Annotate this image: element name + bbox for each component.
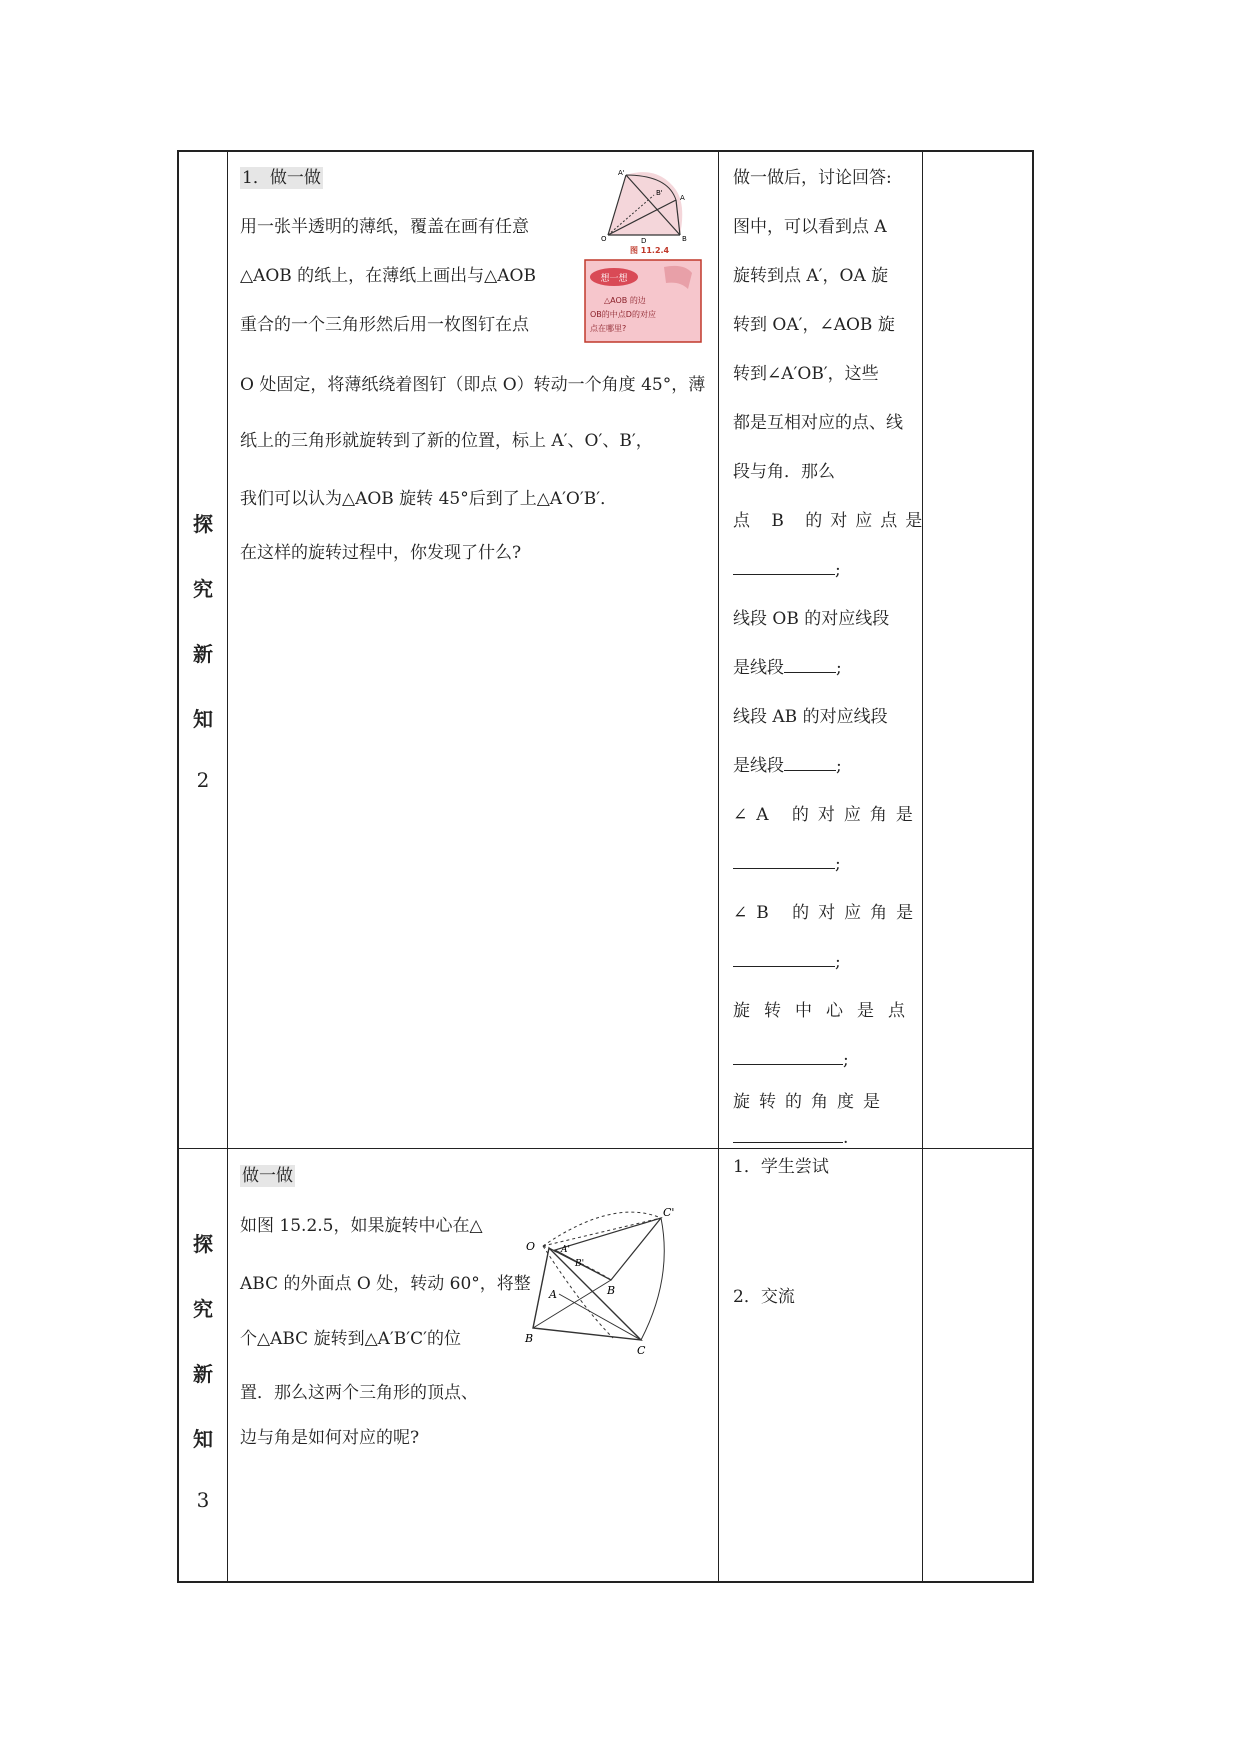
figure-label: C' (663, 1208, 675, 1219)
sticker-line: 点在哪里? (590, 324, 627, 333)
answer-blank[interactable] (733, 952, 835, 967)
activity-text-line: 在这样的旋转过程中，你发现了什么? (240, 543, 522, 563)
figure-label: D (641, 237, 647, 245)
student-text-line: 都是互相对应的点、线 (733, 413, 903, 433)
activity-text-line: O 处固定，将薄纸绕着图钉（即点 O）转动一个角度 45°，薄 (240, 375, 706, 395)
blank-punct: ; (843, 1050, 849, 1070)
activity-text-line: 置．那么这两个三角形的顶点、 (240, 1383, 478, 1403)
activity-text-line: 用一张半透明的薄纸，覆盖在画有任意 (240, 217, 529, 237)
answer-blank[interactable] (733, 1128, 843, 1143)
student-text-line: 做一做后，讨论回答: (733, 168, 892, 188)
activity-heading: 做一做 (242, 1166, 293, 1186)
lesson-table (177, 150, 1034, 1583)
think-sticker (584, 259, 702, 343)
activity-text-line: 我们可以认为△AOB 旋转 45°后到了上△A′O′B′． (240, 489, 618, 509)
activity-text-line: 边与角是如何对应的呢? (240, 1428, 420, 1448)
blank-punct: ; (835, 854, 841, 874)
answer-blank-line (733, 854, 841, 874)
row-label-char: 3 (196, 1488, 210, 1512)
row-label-2 (179, 1228, 227, 1553)
row-label-char: 探 (193, 512, 213, 536)
answer-blank-line (733, 1050, 849, 1070)
row-label-1 (179, 508, 227, 833)
activity-text-line: 纸上的三角形就旋转到了新的位置，标上 A′、O′、B′， (240, 431, 653, 451)
figure-label: A (680, 194, 685, 202)
activity-text-line: 个△ABC 旋转到△A′B′C′的位 (240, 1329, 461, 1349)
student-text-line: 2．交流 (733, 1287, 795, 1307)
student-text-line: 转到∠A′OB′，这些 (733, 364, 879, 384)
activity-heading: 1．做一做 (242, 168, 321, 188)
figure-label: C (637, 1344, 646, 1357)
figure-label: B (525, 1332, 534, 1345)
student-text-line: 图中，可以看到点 A (733, 217, 887, 237)
blank-punct: ; (836, 658, 842, 678)
sticker-title: 想一想 (600, 274, 628, 284)
blank-punct: ; (835, 952, 841, 972)
blank-prefix: 是线段 (733, 658, 784, 678)
column-divider-1 (227, 152, 228, 1581)
figure-label: B' (656, 189, 663, 197)
student-text-line: 点 B 的对应点是 (733, 511, 931, 531)
think-sticker-svg (584, 259, 702, 343)
rotation-figure-15-2-5 (523, 1208, 678, 1358)
blank-prefix: 是线段 (733, 756, 784, 776)
row-label-char: 探 (193, 1232, 213, 1256)
row-label-char: 知 (193, 707, 213, 731)
sticker-line: △AOB 的边 (604, 296, 646, 305)
student-text-line: 线段 AB 的对应线段 (733, 707, 888, 727)
row-label-char: 2 (196, 768, 210, 792)
figure-label: B (682, 235, 687, 243)
answer-blank[interactable] (733, 1050, 843, 1065)
activity-text-line: ABC 的外面点 O 处，转动 60°，将整 (240, 1274, 531, 1294)
activity-text-line: 如图 15.2.5，如果旋转中心在△ (240, 1216, 483, 1236)
figure-label: A (549, 1288, 557, 1301)
answer-blank-line (733, 1128, 848, 1148)
rotation-figure-11-2-4 (598, 165, 708, 257)
student-text-line: ∠B 的对应角是 (733, 903, 923, 923)
row-label-char: 新 (193, 642, 213, 666)
student-text-line: ∠A 的对应角是 (733, 805, 922, 825)
figure-label: B' (575, 1259, 585, 1269)
activity-text-line: △AOB 的纸上，在薄纸上画出与△AOB (240, 266, 536, 286)
row-label-char: 知 (193, 1427, 213, 1451)
answer-blank-line (733, 756, 842, 776)
figure-label: A' (561, 1245, 570, 1255)
student-text-line: 转到 OA′，∠AOB 旋 (733, 315, 895, 335)
student-text-line: 线段 OB 的对应线段 (733, 609, 890, 629)
student-text-line: 旋转的角度是 (733, 1092, 889, 1112)
answer-blank[interactable] (784, 658, 836, 673)
row-label-char: 新 (193, 1362, 213, 1386)
figure-label: O (526, 1240, 536, 1253)
student-text-line: 旋转中心是点 (733, 1001, 919, 1021)
rotation-diagram-svg (598, 165, 708, 257)
column-divider-3 (922, 152, 923, 1581)
blank-punct: ; (835, 560, 841, 580)
sticker-line: OB的中点D的对应 (590, 310, 656, 319)
column-divider-2 (718, 152, 719, 1581)
answer-blank[interactable] (784, 756, 836, 771)
answer-blank-line (733, 658, 842, 678)
row-divider (179, 1148, 1032, 1149)
blank-punct: . (843, 1128, 849, 1148)
figure-caption: 图 11.2.4 (630, 246, 670, 255)
figure-label: A' (618, 169, 625, 177)
answer-blank-line (733, 560, 841, 580)
figure-label: B (607, 1284, 616, 1297)
row-label-char: 究 (193, 577, 213, 601)
figure-label: O (601, 235, 607, 243)
answer-blank-line (733, 952, 841, 972)
row-label-char: 究 (193, 1297, 213, 1321)
blank-punct: ; (836, 756, 842, 776)
student-text-line: 旋转到点 A′，OA 旋 (733, 266, 889, 286)
answer-blank[interactable] (733, 854, 835, 869)
student-text-line: 段与角．那么 (733, 462, 835, 482)
answer-blank[interactable] (733, 560, 835, 575)
abc-rotation-diagram-svg (523, 1208, 678, 1358)
student-text-line: 1．学生尝试 (733, 1157, 829, 1177)
activity-text-line: 重合的一个三角形然后用一枚图钉在点 (240, 315, 529, 335)
